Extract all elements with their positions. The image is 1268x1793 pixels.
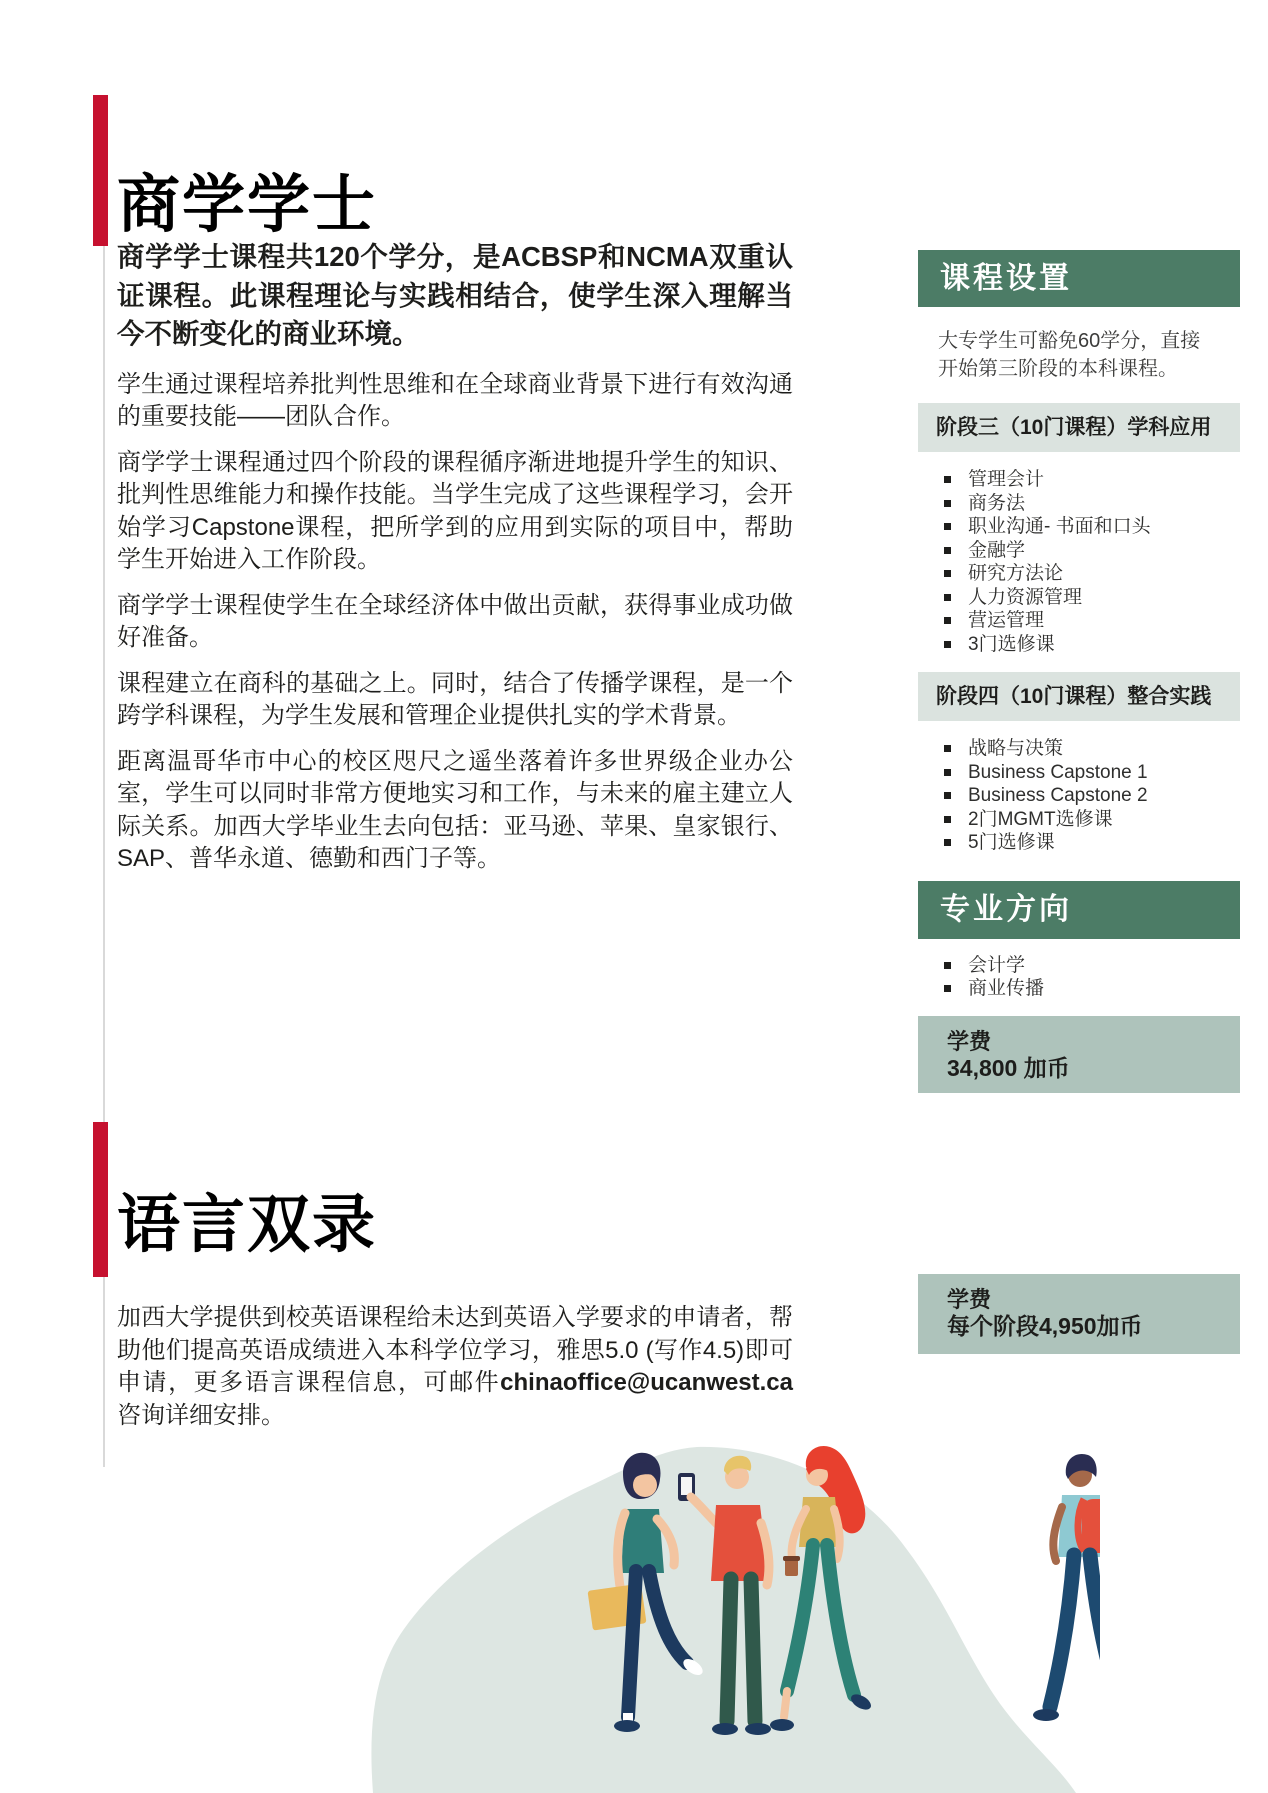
business-paragraphs — [117, 369, 793, 876]
student-man-backpack — [1033, 1454, 1100, 1725]
students-walking-illustration — [340, 1395, 1100, 1793]
business-section-title: 商学学士 — [117, 170, 377, 241]
majors-header: 专业方向 — [918, 881, 1240, 939]
language-body-text — [117, 1302, 793, 1445]
language-section-accent-bar — [93, 1122, 108, 1277]
contact-email: chinaoffice@ucanwest.ca — [500, 1369, 793, 1396]
course-list-item: 研究方法论 — [944, 562, 1240, 586]
course-list-item: 3门选修课 — [944, 633, 1240, 657]
body-paragraph: 学生通过课程培养批判性思维和在全球商业背景下进行有效沟通的重要技能——团队合作。 — [117, 370, 793, 430]
body-paragraph: 商学学士课程使学生在全球经济体中做出贡献，获得事业成功做好准备。 — [117, 591, 793, 651]
phase4-header: 阶段四（10门课程）整合实践 — [918, 672, 1240, 721]
course-list-item: Business Capstone 2 — [944, 784, 1240, 808]
course-list-item: 5门选修课 — [944, 831, 1240, 855]
language-section-title: 语言双录 — [117, 1190, 377, 1261]
language-paragraph-end: 咨询详细安排。 — [117, 1401, 285, 1429]
major-list-item: 会计学 — [944, 954, 1240, 978]
tuition-amount: 每个阶段4,950加币 — [947, 1312, 1143, 1339]
tuition-amount: 34,800 加币 — [947, 1054, 1070, 1081]
body-paragraph: 距离温哥华市中心的校区咫尺之遥坐落着许多世界级企业办公室，学生可以同时非常方便地实习和工作，与未来的雇主建立人际关系。加西大学毕业生去向包括：亚马逊、苹果、皇家银行、SAP、普华永道、德勤和西门子等。 — [117, 747, 793, 872]
major-list-item: 商业传播 — [944, 977, 1240, 1001]
curriculum-sidebar — [918, 250, 1240, 1354]
language-tuition-box — [918, 1274, 1240, 1354]
phase3-course-list — [918, 468, 1240, 656]
transfer-credit-note: 大专学生可豁免60学分，直接开始第三阶段的本科课程。 — [938, 330, 1201, 380]
course-list-item: 职业沟通- 书面和口头 — [944, 515, 1240, 539]
tuition-label: 学费 — [947, 1028, 992, 1054]
business-intro-paragraph: 商学学士课程共120个学分，是ACBSP和NCMA双重认证课程。此课程理论与实践相结合，使学生深入理解当今不断变化的商业环境。 — [117, 241, 793, 349]
course-list-item: 商务法 — [944, 492, 1240, 516]
course-list-item: 管理会计 — [944, 468, 1240, 492]
business-tuition-box — [918, 1016, 1240, 1093]
business-section-accent-bar — [93, 95, 108, 246]
body-paragraph: 课程建立在商科的基础之上。同时，结合了传播学课程，是一个跨学科课程，为学生发展和管理企业提供扎实的学术背景。 — [117, 669, 793, 729]
tuition-label: 学费 — [947, 1286, 992, 1312]
course-list-item: Business Capstone 1 — [944, 761, 1240, 785]
body-paragraph: 商学学士课程通过四个阶段的课程循序渐进地提升学生的知识、批判性思维能力和操作技能。当学生完成了这些课程学习，会开始学习Capstone课程，把所学到的应用到实际的项目中，帮助学生开始进入工作阶段。 — [117, 448, 793, 573]
course-list-item: 战略与决策 — [944, 737, 1240, 761]
course-list-item: 金融学 — [944, 539, 1240, 563]
course-list-item: 人力资源管理 — [944, 586, 1240, 610]
phase3-header: 阶段三（10门课程）学科应用 — [918, 403, 1240, 452]
phase4-course-list — [918, 737, 1240, 855]
business-body-text — [117, 238, 793, 889]
course-list-item: 2门MGMT选修课 — [944, 808, 1240, 832]
curriculum-header: 课程设置 — [918, 250, 1240, 307]
majors-list — [918, 954, 1240, 1001]
language-paragraph — [117, 1302, 793, 1432]
course-list-item: 营运管理 — [944, 609, 1240, 633]
language-paragraph-start: 加西大学提供到校英语课程给未达到英语入学要求的申请者，帮助他们提高英语成绩进入本科学位学习，雅思5.0 (写作4.5)即可申请，更多语言课程信息，可邮件 — [117, 1304, 793, 1396]
